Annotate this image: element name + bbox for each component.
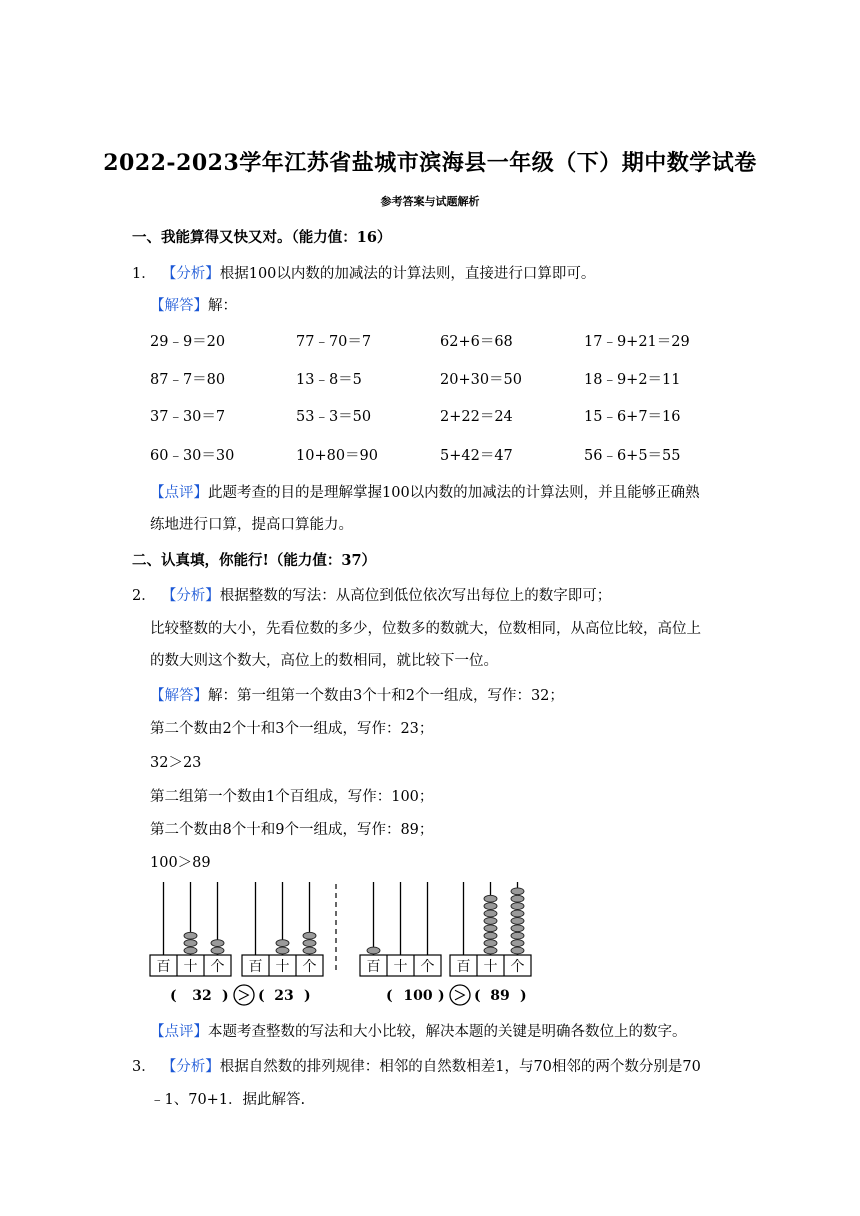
paren-open: (	[474, 988, 481, 1004]
abacus-bead	[276, 940, 289, 947]
paren-open: (	[170, 988, 177, 1004]
q1-comment-line2: 练地进行口算，提高口算能力。	[150, 517, 353, 533]
q2-answer-line5: 第二个数由8个十和9个一组成，写作：89；	[150, 822, 434, 838]
abacus-bead	[511, 895, 524, 902]
q1-equation: 18﹣9+2＝11	[584, 372, 681, 388]
q1-analysis	[132, 262, 595, 283]
place-label: 十	[275, 959, 290, 975]
q1-equation: 53﹣3＝50	[296, 409, 372, 425]
paren-close: )	[520, 988, 527, 1004]
q1-comment-tag: 【点评】	[150, 485, 208, 501]
place-label: 十	[393, 959, 408, 975]
abacus-bead	[484, 895, 497, 902]
abacus-bead	[184, 940, 197, 947]
q1-answer-prefix: 解：	[208, 298, 237, 314]
q1-equation: 56﹣6+5＝55	[584, 448, 681, 464]
q2-analysis	[132, 584, 611, 605]
q2-number: 2．	[132, 588, 156, 604]
q2-answer-line4: 第二组第一个数由1个百组成，写作：100；	[150, 789, 434, 805]
document-subtitle: 参考答案与试题解析	[380, 195, 480, 208]
paren-close: )	[222, 988, 229, 1004]
place-label: 十	[483, 959, 498, 975]
abacus-bead	[484, 903, 497, 910]
abacus-bead	[511, 947, 524, 954]
abacus-bead	[484, 932, 497, 939]
q2-comment-text: 本题考查整数的写法和大小比较，解决本题的关键是明确各数位上的数字。	[208, 1024, 687, 1040]
abacus-bead	[303, 932, 316, 939]
q2-comment	[150, 1020, 687, 1041]
place-label: 百	[366, 959, 381, 975]
abacus-bead	[211, 947, 224, 954]
abacus-bead	[511, 925, 524, 932]
abacus-bead	[484, 910, 497, 917]
q2-analysis-line3: 的数大则这个数大，高位上的数相同，就比较下一位。	[150, 653, 498, 669]
q1-comment	[150, 481, 700, 502]
abacus-bead	[511, 940, 524, 947]
abacus-bead	[484, 940, 497, 947]
place-label: 百	[456, 959, 471, 975]
abacus-bead	[511, 903, 524, 910]
q2-comment-tag: 【点评】	[150, 1024, 208, 1040]
q1-equation: 2+22＝24	[440, 409, 513, 425]
paren-close: )	[304, 988, 311, 1004]
q1-equation: 15﹣6+7＝16	[584, 409, 681, 425]
abacus-bead	[484, 918, 497, 925]
q3-analysis-line1: 根据自然数的排列规律：相邻的自然数相差1，与70相邻的两个数分别是70	[219, 1059, 701, 1075]
compare-sign: ＞	[237, 989, 251, 1004]
place-label: 个	[420, 959, 435, 975]
q2-analysis-line1: 根据整数的写法：从高位到低位依次写出每位上的数字即可；	[219, 588, 612, 604]
place-label: 个	[510, 959, 525, 975]
q1-equation: 13﹣8＝5	[296, 372, 362, 388]
section2-heading: 二、认真填，你能行!（能力值：37）	[132, 552, 377, 569]
q2-analysis-tag: 【分析】	[161, 588, 220, 604]
paren-open: (	[258, 988, 265, 1004]
q1-equation: 29﹣9＝20	[150, 334, 226, 350]
right-value: 23	[274, 988, 294, 1004]
q1-equation: 17﹣9+21＝29	[584, 334, 690, 350]
q3-analysis-tag: 【分析】	[161, 1059, 220, 1075]
q1-equation: 62+6＝68	[440, 334, 513, 350]
q1-answer-head	[150, 294, 237, 315]
abacus-bead	[184, 932, 197, 939]
abacus-bead	[303, 947, 316, 954]
left-value: 32	[192, 988, 212, 1004]
abacus-23	[242, 882, 323, 976]
abacus-bead	[484, 947, 497, 954]
q2-answer-line1: 解：第一组第一个数由3个十和2个一组成，写作：32；	[208, 688, 564, 704]
abacus-bead	[184, 947, 197, 954]
q1-equation: 60﹣30＝30	[150, 448, 235, 464]
abacus-100	[360, 882, 441, 976]
place-label: 个	[210, 959, 225, 975]
abacus-bead	[484, 925, 497, 932]
place-label: 个	[302, 959, 317, 975]
abacus-bead	[367, 947, 380, 954]
abacus-89	[450, 882, 531, 976]
paren-open: (	[386, 988, 393, 1004]
q1-number: 1．	[132, 266, 156, 282]
q1-analysis-text: 根据100以内数的加减法的计算法则，直接进行口算即可。	[219, 266, 596, 282]
abacus-bead	[511, 888, 524, 895]
q1-analysis-tag: 【分析】	[161, 266, 220, 282]
place-label: 百	[156, 959, 171, 975]
left-value: 100	[403, 988, 433, 1004]
paren-close: )	[438, 988, 445, 1004]
right-value: 89	[490, 988, 510, 1004]
q3-analysis-line2: ﹣1、70+1．据此解答.	[150, 1092, 306, 1108]
q1-equation: 77﹣70＝7	[296, 334, 372, 350]
place-label: 十	[183, 959, 198, 975]
abacus-bead	[303, 940, 316, 947]
compare-sign: ＞	[453, 989, 467, 1004]
q3-analysis	[132, 1055, 701, 1076]
q2-answer-line3: 32＞23	[150, 755, 202, 771]
abacus-bead	[211, 940, 224, 947]
abacus-bead	[511, 910, 524, 917]
abacus-32	[150, 882, 231, 976]
abacus-figure	[140, 876, 540, 1010]
q2-answer-line2: 第二个数由2个十和3个一组成，写作：23；	[150, 721, 434, 737]
q3-number: 3．	[132, 1059, 156, 1075]
q2-answer	[150, 684, 564, 705]
abacus-bead	[511, 918, 524, 925]
q2-answer-tag: 【解答】	[150, 688, 208, 704]
abacus-bead	[276, 947, 289, 954]
q1-answer-tag: 【解答】	[150, 298, 208, 314]
q1-equation: 87﹣7＝80	[150, 372, 226, 388]
abacus-bead	[511, 932, 524, 939]
section1-heading: 一、我能算得又快又对。（能力值：16）	[132, 229, 392, 246]
q1-equation: 37﹣30＝7	[150, 409, 226, 425]
q1-equation: 10+80＝90	[296, 448, 379, 464]
place-label: 百	[248, 959, 263, 975]
q1-equation: 5+42＝47	[440, 448, 513, 464]
document-title: 2022-2023学年江苏省盐城市滨海县一年级（下）期中数学试卷	[103, 150, 757, 176]
q2-answer-line6: 100＞89	[150, 855, 211, 871]
q1-equation: 20+30＝50	[440, 372, 523, 388]
q2-analysis-line2: 比较整数的大小，先看位数的多少，位数多的数就大，位数相同，从高位比较，高位上	[150, 621, 701, 637]
q1-comment-line1: 此题考查的目的是理解掌握100以内数的加减法的计算法则，并且能够正确熟	[208, 485, 700, 501]
